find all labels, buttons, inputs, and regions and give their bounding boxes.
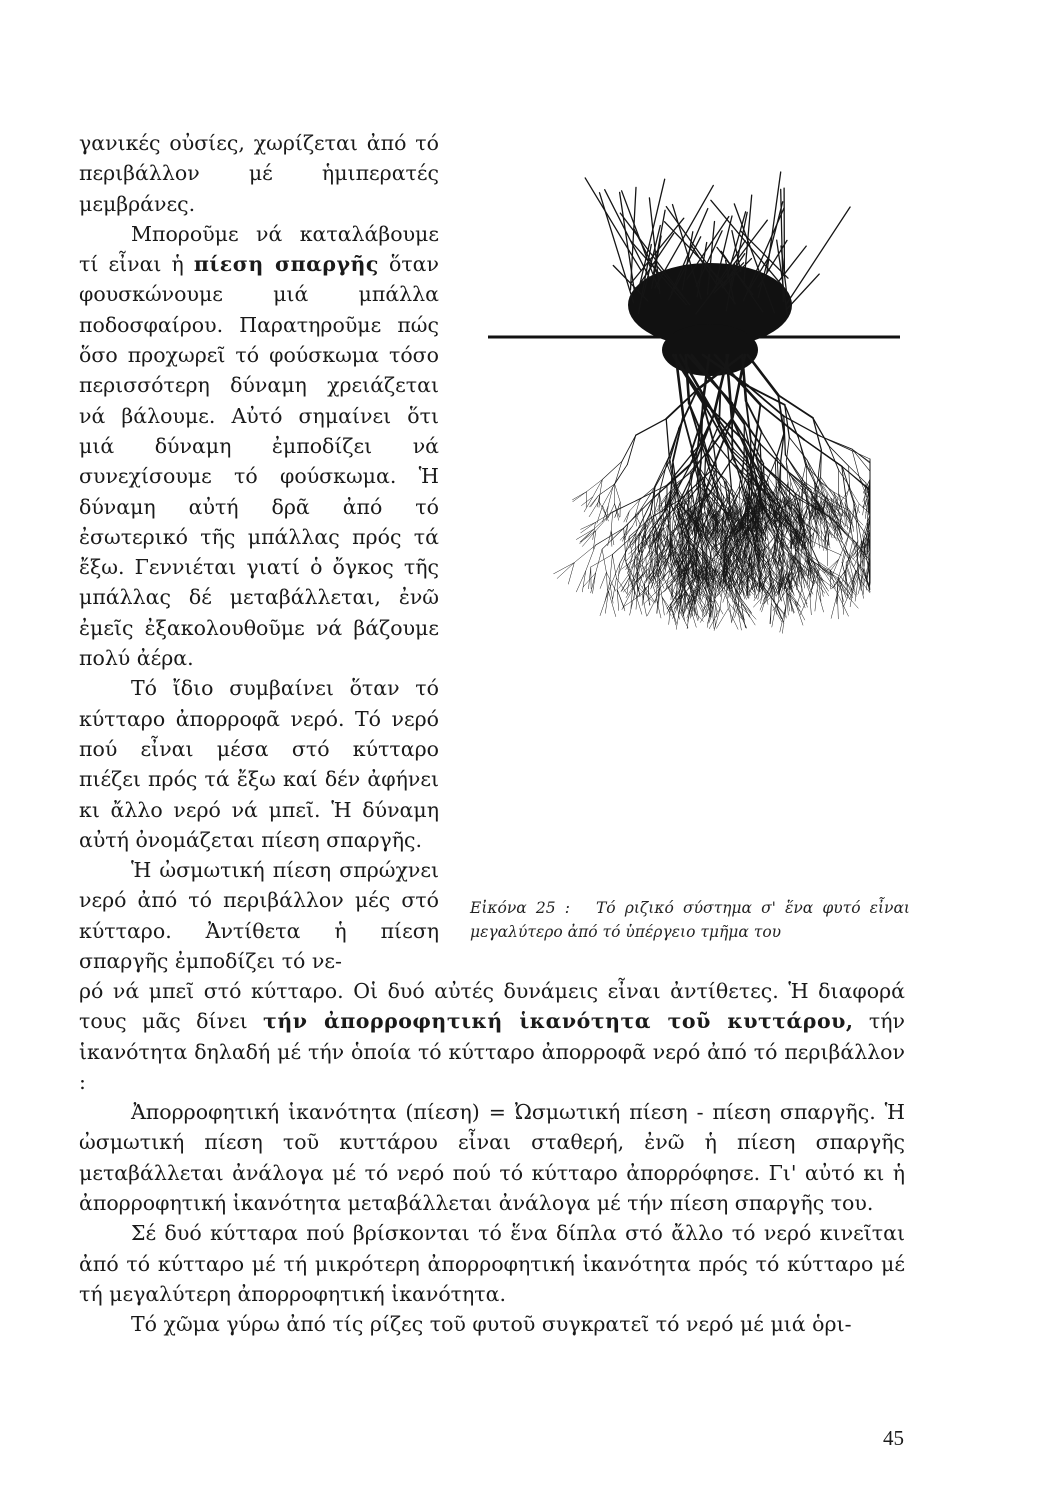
root-segment [587,480,603,492]
root-segment [807,460,818,480]
root-segment [581,497,592,506]
root-segment [818,532,820,549]
root-segment [807,460,816,483]
root-segment [595,512,612,523]
root-segment [666,419,669,456]
root-segment [582,571,585,592]
paragraph-cell-absorbs: Τό ἴδιο συμβαίνει ὅταν τό κύτταρο ἀπορροφᾶ νερό. Τό νερό πού εἶναι μέσα στό κύτταρο πιέζει πρός τά ἔξω καί δέν ἀφήνει κι ἄλλο νερό νά μπεῖ. Ἡ δύναμη αὐτή ὀνομάζεται πίεση σπαργῆς. [79,676,439,852]
root-segment [778,395,784,433]
root-segment [630,592,635,615]
root-segment [624,526,633,539]
root-segment [798,437,805,464]
root-segment [760,405,804,440]
root-segment [615,484,621,502]
root-segment [603,487,613,506]
root-segment [655,462,669,487]
root-segment [668,560,673,577]
root-segment [827,559,839,575]
root-segment [630,556,636,577]
root-segment [839,581,849,599]
paragraph-absorption-capacity [79,976,905,1097]
root-segment [800,593,810,615]
root-segment [627,435,635,464]
roots [554,355,870,633]
root-segment [610,582,613,603]
root-segment [716,609,728,629]
root-segment [786,592,787,614]
root-segment [613,578,617,599]
root-segment [599,501,607,517]
root-segment [600,572,606,588]
root-segment [676,610,679,629]
root-segment [576,571,585,592]
root-segment [692,483,703,494]
root-segment [608,487,613,506]
root-segment [831,593,837,618]
root-segment [599,485,614,496]
root-segment [609,591,616,616]
root-segment [829,446,849,467]
root-segment [589,501,599,517]
root-segment [613,501,636,512]
root-segment [732,403,733,458]
root-segment [837,593,848,616]
root-segment [608,531,612,546]
root-segment [786,470,808,490]
paragraph-soil: Τό χῶμα γύρω ἀπό τίς ρίζες τοῦ φυτοῦ συγκρατεῖ τό νερό μέ μιά ὁρι- [131,1312,852,1337]
root-segment [611,512,613,531]
root-segment [581,522,596,529]
root-segment [778,395,813,418]
root-segment [813,418,829,446]
grass-blade [585,178,641,271]
root-segment [815,589,817,611]
left-text-column [79,128,439,976]
full-width-text [79,976,905,1340]
root-segment [817,487,830,503]
root-system-illustration [470,135,910,895]
root-segment [790,592,792,611]
root-segment [602,549,606,572]
root-segment [728,609,738,630]
root-segment [636,485,667,501]
root-segment [610,555,613,583]
grass-blade [786,207,850,304]
root-segment [814,532,818,547]
root-segment [645,587,655,602]
root-segment [568,563,574,585]
root-segment [714,490,715,510]
root-segment [775,461,776,486]
root-segment [814,563,820,583]
root-segment [589,567,591,589]
page-number: 45 [883,1426,904,1450]
root-segment [813,418,822,450]
root-segment [724,480,728,495]
root-segment [573,492,587,502]
paragraph-turgor-intro [79,219,439,673]
paragraph-membranes: γανικές οὐσίες, χωρίζεται ἀπό τό περιβάλλον μέ ἡμιπερατές μεμβράνες. [79,131,439,216]
paragraph-equation: Ἀπορροφητική ἱκανότητα (πίεση) = Ὠσμωτική πίεση - πίεση σπαργῆς. Ἡ ὠσμωτική πίεση τοῦ κυττάρου εἶναι σταθερή, ἐνῶ ἡ πίεση σπαργῆς μεταβάλλεται ἀνάλογα μέ τό νερό πού τό κύτταρο ἀπορρόφησε. Γι' αὐτό κι ἡ ἀπορροφητική ἱκανότητα μεταβάλλεται ἀνάλογα μέ τήν πίεση σπαργῆς του. [79,1100,905,1216]
root-segment [789,437,807,460]
root-segment [850,486,854,501]
root-segment [600,591,609,616]
root-segment [636,419,666,435]
root-segment [606,572,607,590]
term-turgor-pressure: πίεση σπαργῆς [193,252,379,277]
paragraph-osmotic: Ἡ ὠσμωτική πίεση σπρώχνει νερό ἀπό τό περιβάλλον μές στό κύτταρο. Ἀντίθετα ἡ πίεση σπαργῆς ἐμποδίζει τό νε- [79,858,439,974]
root-segment [622,435,636,461]
text-span: ὅταν φουσκώνουμε μιά μπάλλα ποδοσφαίρου. Παρατηροῦμε πώς ὅσο προχωρεῖ τό φούσκωμα τόσο περισσότερη δύναμη χρειάζεται νά βάλουμε. Αὐτό σημαίνει ὅτι μιά δύναμη ἐμποδίζει νά συνεχίσουμε τό φούσκωμα. Ἡ δύναμη αὐτή δρᾶ ἀπό τό ἐσωτερικό τῆς μπάλλας πρός τά ἔξω. Γεννιέται γιατί ὁ ὄγκος τῆς μπάλλας δέ μεταβάλλεται, ἐνῶ ἐμεῖς ἐξακολουθοῦμε νά βάζουμε πολύ ἀέρα. [79,252,439,671]
root-segment [615,504,619,520]
root-segment [797,589,807,604]
root-segment [852,451,870,459]
text-span: Μποροῦμε νά καταλάβουμε τί εἶναι ἡ [79,221,439,277]
root-segment [591,555,613,568]
root-segment [824,559,839,573]
text-span: τήν ἱκανότητα δηλαδή μέ τήν ὁποία τό κύτταρο ἀπορροφᾶ νερό ἀπό τό περιβάλλον : [79,1009,905,1094]
root-segment [612,555,616,579]
root-segment [837,593,838,619]
root-segment [581,522,596,533]
root-segment [597,506,603,524]
root-segment [572,492,586,500]
root-segment [827,549,841,555]
figure-label: Εἰκόνα 25 : [470,899,570,917]
root-segment [655,573,668,588]
root-segment [709,609,720,629]
caption-text: Τό ριζικό σύστημα σ' ἕνα φυτό εἶναι μεγαλύτερο ἀπό τό ὑπέργειο τμῆμα του [470,899,910,941]
grass-blade [605,190,650,278]
term-absorptive-capacity: τήν ἀπορροφητική ἱκανότητα τοῦ κυττάρου, [263,1009,854,1034]
text-span: ρό νά μπεῖ στό κύτταρο. Οἱ δυό αὐτές δυνάμεις εἶναι ἀντίθετες. Ἡ διαφορά τους μᾶς δίνει [79,979,905,1034]
root-segment [677,578,678,596]
root-segment [754,580,755,598]
root-segment [642,594,647,616]
figure-caption [470,896,910,944]
root-segment [831,559,839,579]
root-segment [596,513,612,531]
root-segment [679,610,688,628]
root-segment [737,607,746,628]
root-segment [766,461,775,484]
root-segment [594,513,612,529]
paragraph-adjacent-cells: Σέ δυό κύτταρα πού βρίσκονται τό ἕνα δίπλα στό ἄλλο τό νερό κινεῖται ἀπό τό κύτταρο μέ τή μικρότερη ἀπορροφητική ἱκανότητα πρός τό κύτταρο μέ τή μεγαλύτερη ἀπορροφητική ἱκανότητα. [79,1221,905,1306]
plant-roots-drawing [470,135,910,895]
